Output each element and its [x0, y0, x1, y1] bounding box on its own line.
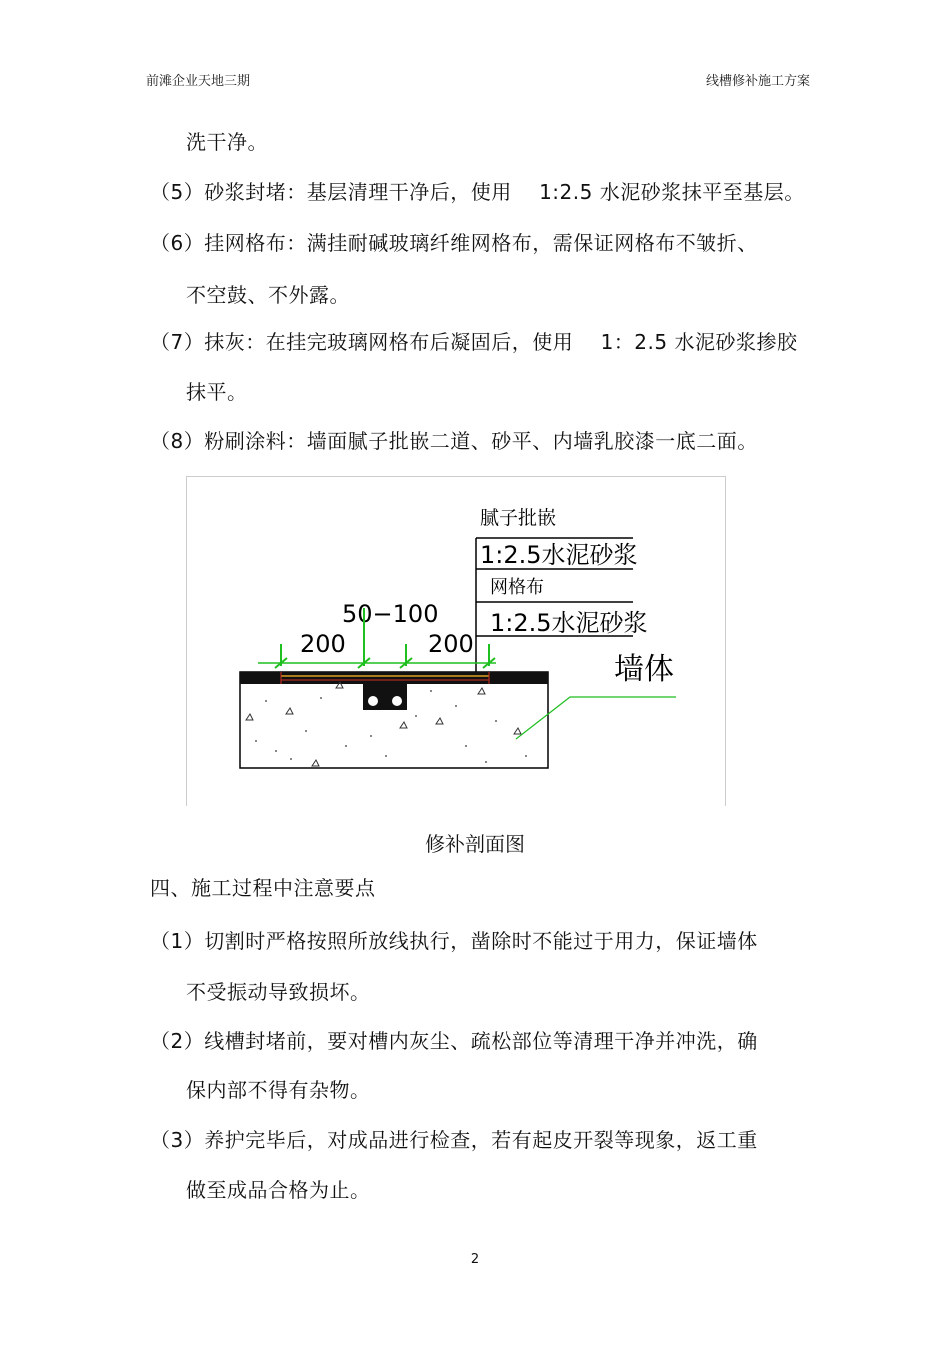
layer-label: 网格布: [490, 577, 544, 598]
paragraph-line: 洗干净。: [186, 130, 268, 154]
point-line: （1）切割时严格按照所放线执行，凿除时不能过于用力，保证墙体: [150, 929, 758, 953]
point-line: 做至成品合格为止。: [186, 1178, 371, 1202]
wall-label: 墙体: [614, 652, 674, 687]
layer-label: 1:2.5水泥砂浆: [480, 541, 638, 569]
conduit-channel: [363, 682, 407, 710]
paragraph-line: （7）抹灰：在挂完玻璃网格布后凝固后，使用 1：2.5 水泥砂浆掺胶: [150, 330, 798, 354]
conduit-pipe: [392, 696, 402, 706]
header-left: 前滩企业天地三期: [146, 74, 251, 89]
dimension-label: 200: [300, 630, 346, 658]
repair-section-diagram: [186, 476, 726, 806]
paragraph-line: 抹平。: [186, 380, 248, 404]
layer-label: 腻子批嵌: [480, 507, 557, 529]
point-line: 不受振动导致损坏。: [186, 980, 371, 1004]
paragraph-line: （8）粉刷涂料：墙面腻子批嵌二道、砂平、内墙乳胶漆一底二面。: [150, 429, 758, 453]
layer-label: 1:2.5水泥砂浆: [490, 609, 648, 637]
dimension-label: 50−100: [342, 600, 439, 628]
paragraph-line: （5）砂浆封堵：基层清理干净后，使用 1:2.5 水泥砂浆抹平至基层。: [150, 180, 805, 204]
point-line: 保内部不得有杂物。: [186, 1078, 371, 1102]
paragraph-line: 不空鼓、不外露。: [186, 283, 350, 307]
conduit-pipe: [368, 696, 378, 706]
page-number: 2: [470, 1252, 480, 1267]
section-title: 四、施工过程中注意要点: [150, 876, 376, 900]
dimension-label: 200: [428, 630, 474, 658]
point-line: （3）养护完毕后，对成品进行检查，若有起皮开裂等现象，返工重: [150, 1128, 758, 1152]
figure-caption: 修补剖面图: [425, 832, 525, 856]
point-line: （2）线槽封堵前，要对槽内灰尘、疏松部位等清理干净并冲洗，确: [150, 1029, 758, 1053]
header-right: 线槽修补施工方案: [705, 74, 810, 89]
paragraph-line: （6）挂网格布：满挂耐碱玻璃纤维网格布，需保证网格布不皱折、: [150, 231, 758, 255]
